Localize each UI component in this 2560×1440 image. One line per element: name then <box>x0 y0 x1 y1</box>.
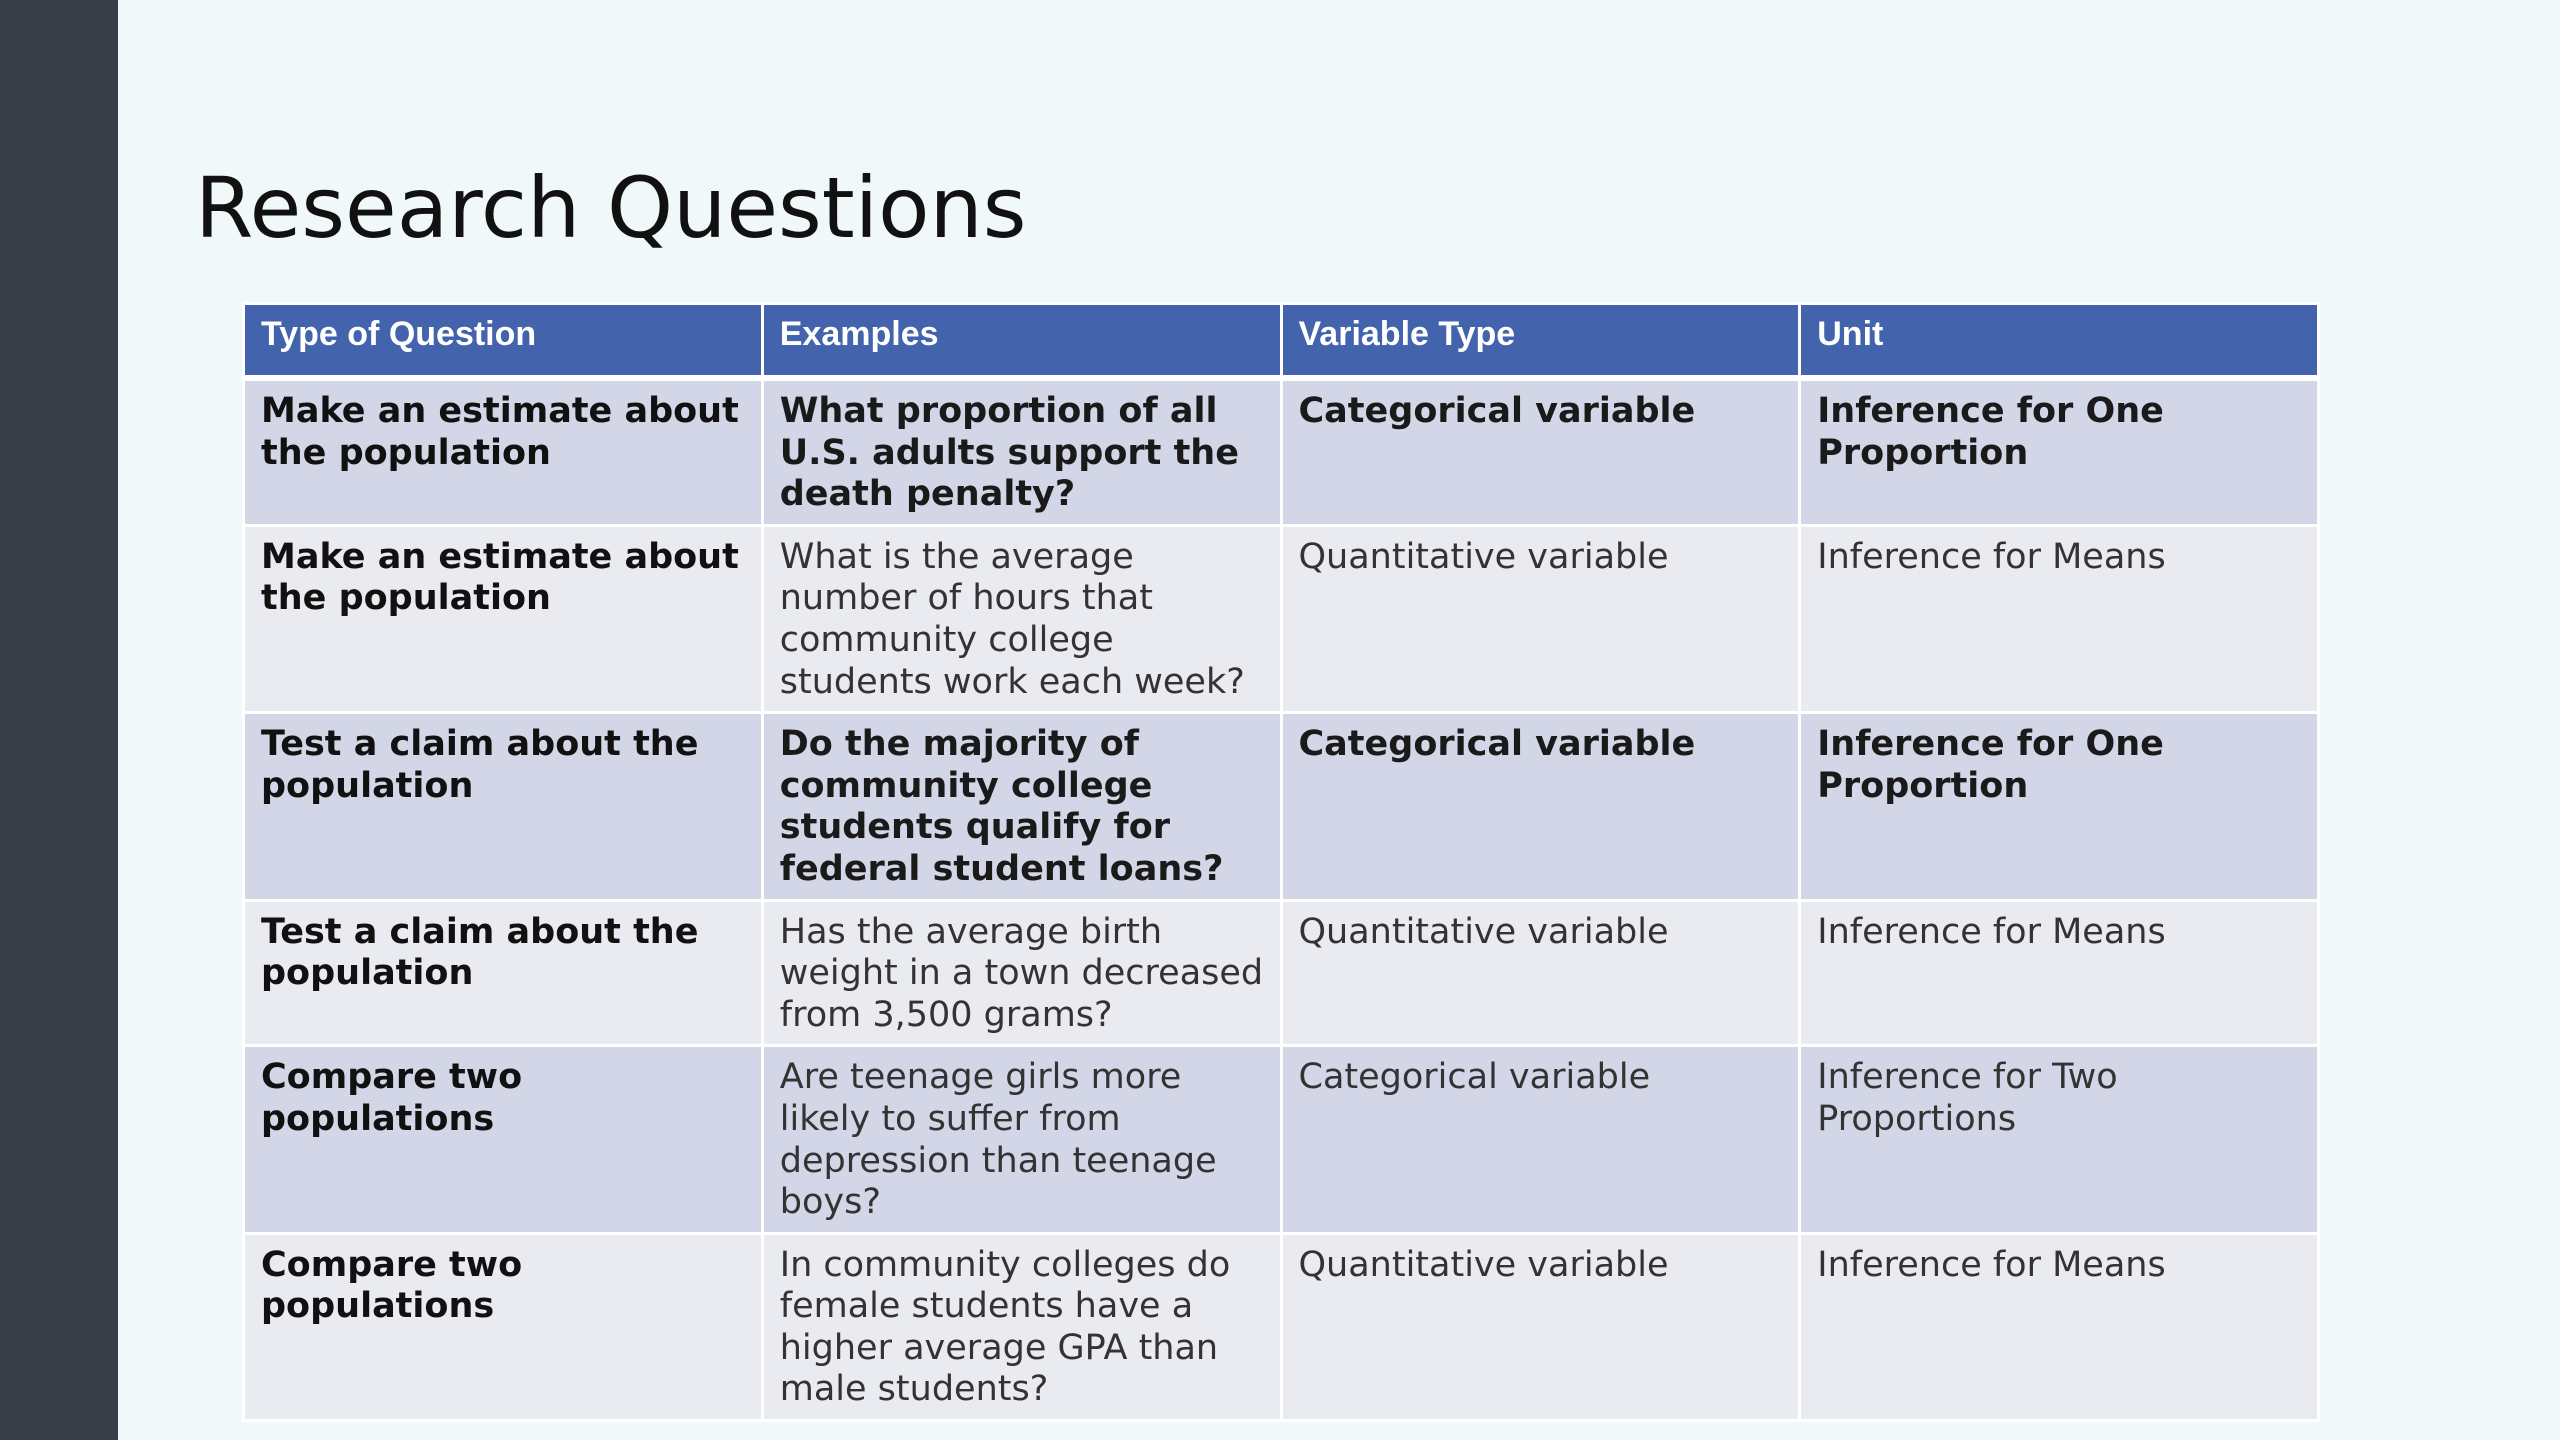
table-row <box>244 525 2319 712</box>
column-header-type: Type of Question <box>244 304 763 379</box>
cell-variable-type: Quantitative variable <box>1281 525 1800 712</box>
cell-example: In community colleges do female students have a higher average GPA than male students? <box>762 1233 1281 1420</box>
table-row <box>244 900 2319 1046</box>
cell-unit: Inference for One Proportion <box>1800 713 2319 900</box>
cell-example: Are teenage girls more likely to suffer from depression than teenage boys? <box>762 1046 1281 1233</box>
cell-variable-type: Quantitative variable <box>1281 1233 1800 1420</box>
slide-accent-bar <box>0 0 118 1440</box>
table-row <box>244 1046 2319 1233</box>
cell-unit: Inference for Means <box>1800 900 2319 1046</box>
cell-question-type: Test a claim about the population <box>244 900 763 1046</box>
cell-variable-type: Quantitative variable <box>1281 900 1800 1046</box>
cell-unit: Inference for One Proportion <box>1800 378 2319 525</box>
page-title: Research Questions <box>195 159 1027 257</box>
research-questions-table-container <box>242 302 2317 1422</box>
cell-variable-type: Categorical variable <box>1281 378 1800 525</box>
cell-question-type: Test a claim about the population <box>244 713 763 900</box>
table-row <box>244 1233 2319 1420</box>
table-header-row <box>244 304 2319 379</box>
cell-example: Has the average birth weight in a town decreased from 3,500 grams? <box>762 900 1281 1046</box>
column-header-variable-type: Variable Type <box>1281 304 1800 379</box>
table-row <box>244 713 2319 900</box>
cell-example: What is the average number of hours that community college students work each week? <box>762 525 1281 712</box>
cell-unit: Inference for Means <box>1800 1233 2319 1420</box>
column-header-unit: Unit <box>1800 304 2319 379</box>
cell-unit: Inference for Means <box>1800 525 2319 712</box>
cell-question-type: Make an estimate about the population <box>244 525 763 712</box>
research-questions-table <box>242 302 2320 1422</box>
column-header-examples: Examples <box>762 304 1281 379</box>
cell-question-type: Compare two populations <box>244 1233 763 1420</box>
cell-variable-type: Categorical variable <box>1281 1046 1800 1233</box>
cell-example: What proportion of all U.S. adults support the death penalty? <box>762 378 1281 525</box>
cell-variable-type: Categorical variable <box>1281 713 1800 900</box>
cell-question-type: Compare two populations <box>244 1046 763 1233</box>
table-row <box>244 378 2319 525</box>
cell-unit: Inference for Two Proportions <box>1800 1046 2319 1233</box>
cell-question-type: Make an estimate about the population <box>244 378 763 525</box>
cell-example: Do the majority of community college students qualify for federal student loans? <box>762 713 1281 900</box>
